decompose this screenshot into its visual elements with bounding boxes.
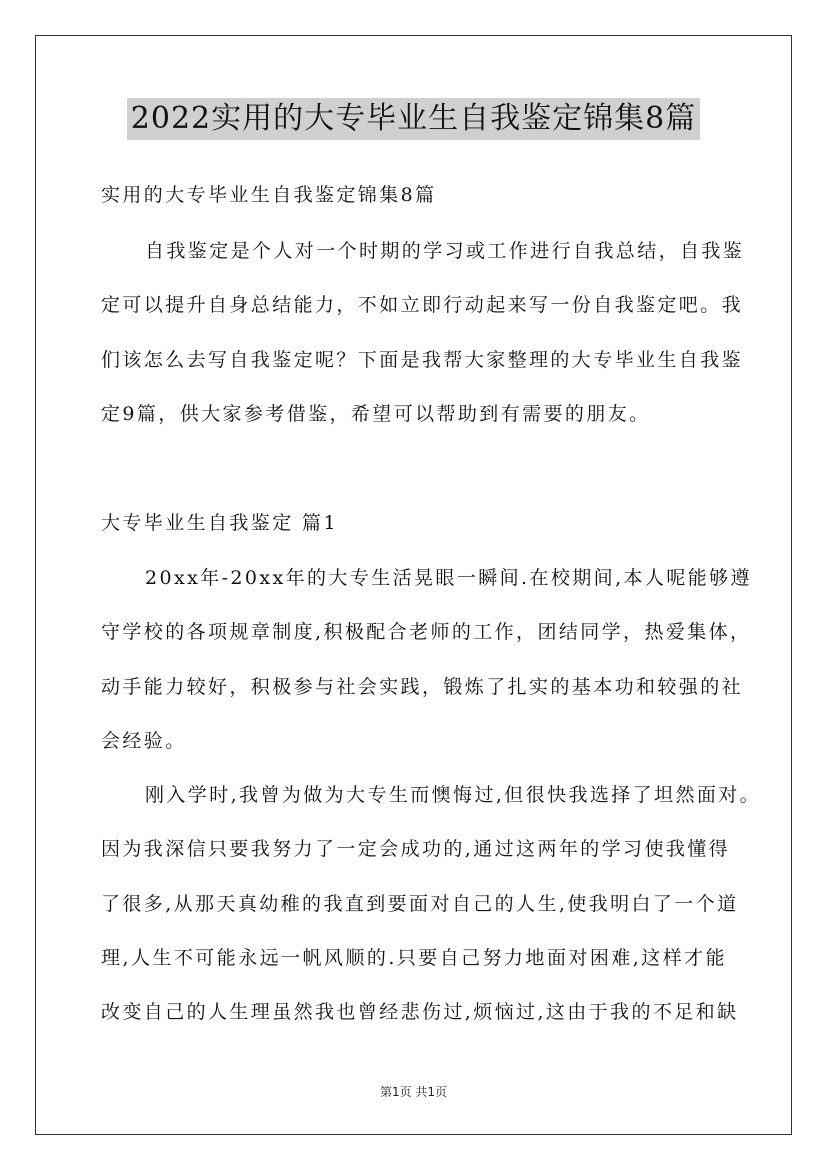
section-heading: 大专毕业生自我鉴定 篇1 <box>101 512 338 534</box>
paragraph-line: 20xx年-20xx年的大专生活晃眼一瞬间.在校期间,本人呢能够遵 <box>145 567 752 589</box>
intro-line: 们该怎么去写自我鉴定呢？下面是我帮大家整理的大专毕业生自我鉴 <box>101 349 744 371</box>
paragraph-line: 因为我深信只要我努力了一定会成功的,通过这两年的学习使我懂得 <box>101 838 731 860</box>
document-title-text: 2022实用的大专毕业生自我鉴定锦集8篇 <box>127 98 700 140</box>
paragraph-line: 了很多,从那天真幼稚的我直到要面对自己的人生,使我明白了一个道 <box>101 893 739 915</box>
intro-line: 定9篇，供大家参考借鉴，希望可以帮助到有需要的朋友。 <box>101 403 651 425</box>
paragraph-line: 动手能力较好，积极参与社会实践，锻炼了扎实的基本功和较强的社 <box>101 676 744 698</box>
paragraph-line: 理,人生不可能永远一帆风顺的.只要自己努力地面对困难,这样才能 <box>101 947 727 969</box>
paragraph-line: 刚入学时,我曾为做为大专生而懊悔过,但很快我选择了坦然面对。 <box>145 784 762 806</box>
subtitle: 实用的大专毕业生自我鉴定锦集8篇 <box>101 184 437 206</box>
intro-line: 自我鉴定是个人对一个时期的学习或工作进行自我总结，自我鉴 <box>145 240 745 262</box>
intro-line: 定可以提升自身总结能力，不如立即行动起来写一份自我鉴定吧。我 <box>101 294 744 316</box>
document-title <box>0 98 827 140</box>
page-number: 第1页 共1页 <box>379 1085 448 1099</box>
paragraph-line: 会经验。 <box>101 730 187 752</box>
paragraph-line: 改变自己的人生理虽然我也曾经悲伤过,烦恼过,这由于我的不足和缺 <box>101 1001 739 1023</box>
paragraph-line: 守学校的各项规章制度,积极配合老师的工作，团结同学，热爱集体， <box>101 621 752 643</box>
